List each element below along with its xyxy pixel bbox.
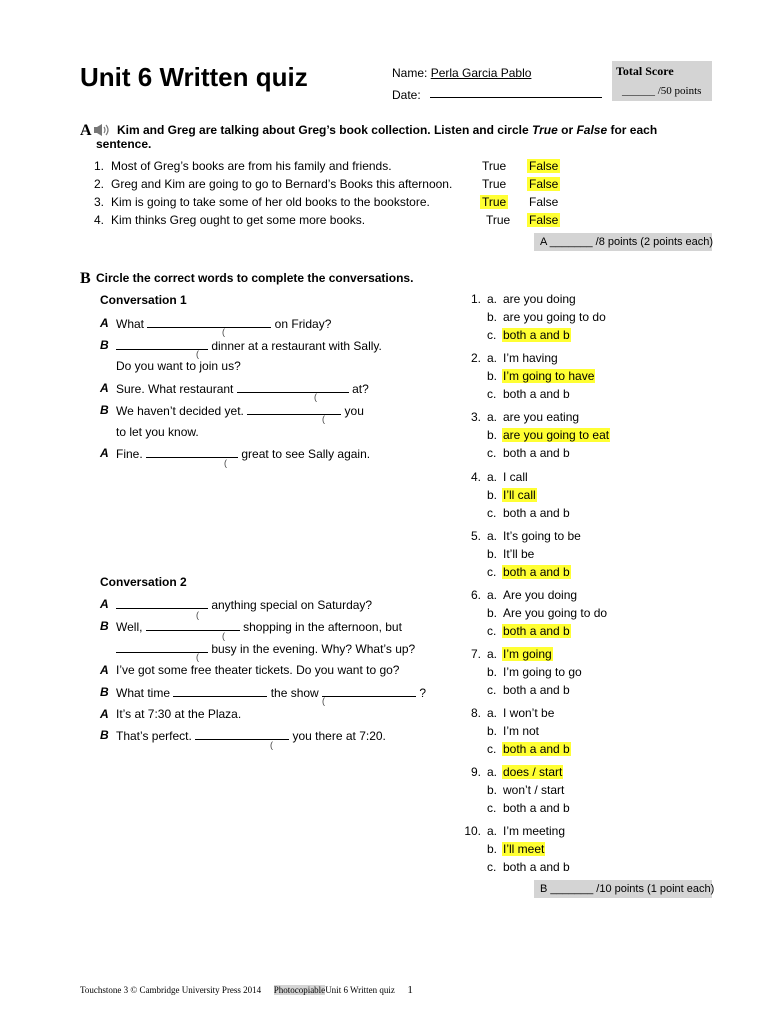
choice-letter: b. [487, 783, 498, 797]
dialogue-line [116, 707, 241, 721]
blank-number-mark: ( [224, 458, 227, 468]
choice-letter: c. [487, 565, 497, 579]
dialogue-text: Fine. [116, 447, 147, 461]
dialogue-text: That’s perfect. [116, 729, 196, 743]
choice-letter: a. [487, 351, 498, 365]
dialogue-line [116, 403, 364, 418]
choice-letter: b. [487, 488, 498, 502]
dialogue-line [116, 663, 399, 677]
choice-letter: a. [487, 765, 498, 779]
dialogue-line [116, 619, 402, 634]
choice-option[interactable]: both a and b [503, 506, 570, 520]
choice-option[interactable]: are you eating [503, 410, 580, 424]
true-option[interactable]: True [482, 195, 507, 209]
choice-number: 3. [470, 410, 481, 424]
blank-number-mark: ( [322, 414, 325, 424]
dialogue-text: you there at 7:20. [289, 729, 386, 743]
statement-text: Greg and Kim are going to go to Bernard’s Books this afternoon. [111, 177, 453, 191]
statement-number: 4. [94, 213, 105, 227]
blank-number-mark: ( [196, 652, 199, 662]
footer [80, 984, 413, 996]
conversation-2-title: Conversation 2 [100, 575, 187, 589]
dialogue-line [116, 597, 372, 612]
name-value[interactable]: Perla Garcia Pablo [430, 66, 532, 80]
statement-text: Kim is going to take some of her old books to the bookstore. [111, 195, 430, 209]
blank-number-mark: ( [322, 696, 325, 706]
dialogue-line [116, 359, 241, 373]
dialogue-text: Well, [116, 620, 146, 634]
choice-option[interactable]: I’ll meet [503, 842, 545, 856]
footer-quiz-name: Unit 6 Written quiz [325, 985, 395, 995]
choice-letter: b. [487, 606, 498, 620]
statement-text: Kim thinks Greg ought to get some more books. [111, 213, 366, 227]
choice-option[interactable]: both a and b [503, 565, 570, 579]
speaker-label: A [100, 597, 109, 611]
speaker-label: A [100, 381, 109, 395]
dialogue-text: at? [348, 382, 369, 396]
section-a-letter: A [80, 122, 92, 139]
page-title: Unit 6 Written quiz [80, 62, 308, 92]
blank-number-mark: ( [314, 392, 317, 402]
answer-blank[interactable] [247, 403, 341, 415]
choice-option[interactable]: Are you doing [503, 588, 578, 602]
footer-photocopiable: Photocopiable [273, 985, 326, 995]
section-a-points[interactable]: A _______ /8 points (2 points each) [534, 233, 712, 251]
choice-number: 5. [470, 529, 481, 543]
false-option[interactable]: False [529, 159, 559, 173]
choice-letter: b. [487, 842, 498, 856]
choice-option[interactable]: I call [503, 470, 528, 484]
blank-number-mark: ( [222, 327, 225, 337]
choice-option[interactable]: I won’t be [503, 706, 555, 720]
dialogue-text: dinner at a restaurant with Sally. [208, 339, 382, 353]
choice-option[interactable]: both a and b [503, 624, 570, 638]
dialogue-text: What [116, 317, 148, 331]
choice-letter: c. [487, 860, 497, 874]
section-a-instruction-cont: sentence. [96, 137, 152, 151]
choice-option[interactable]: I’m going to go [503, 665, 582, 679]
speaker-label: B [100, 685, 109, 699]
dialogue-line [116, 728, 386, 743]
speaker-label: A [100, 663, 109, 677]
true-option[interactable]: True [482, 159, 507, 173]
dialogue-text: busy in the evening. Why? What’s up? [208, 642, 416, 656]
choice-number: 2. [470, 351, 481, 365]
choice-option[interactable]: both a and b [503, 446, 570, 460]
date-label: Date: [392, 88, 421, 102]
answer-blank[interactable] [116, 338, 208, 350]
section-b-letter: B [80, 270, 91, 287]
dialogue-text: great to see Sally again. [238, 447, 371, 461]
dialogue-text: the show [267, 686, 323, 700]
choice-option[interactable]: both a and b [503, 801, 570, 815]
choice-option[interactable]: both a and b [503, 328, 570, 342]
section-b-instruction: Circle the correct words to complete the conversations. [96, 271, 414, 285]
choice-letter: a. [487, 824, 498, 838]
blank-number-mark: ( [196, 610, 199, 620]
choice-letter: c. [487, 624, 497, 638]
dialogue-text: on Friday? [271, 317, 332, 331]
choice-number: 6. [470, 588, 481, 602]
choice-letter: a. [487, 470, 498, 484]
choice-letter: a. [487, 647, 498, 661]
dialogue-line [116, 338, 382, 353]
choice-letter: a. [487, 292, 498, 306]
false-option[interactable]: False [529, 195, 559, 209]
choice-option[interactable]: I’m meeting [503, 824, 566, 838]
choice-letter: b. [487, 310, 498, 324]
statement-number: 2. [94, 177, 105, 191]
speaker-label: B [100, 338, 109, 352]
choice-option[interactable]: are you going to do [503, 310, 606, 324]
choice-number: 7. [470, 647, 481, 661]
choice-option[interactable]: both a and b [503, 387, 570, 401]
choice-option[interactable]: both a and b [503, 683, 570, 697]
choice-letter: a. [487, 529, 498, 543]
dialogue-text: What time [116, 686, 174, 700]
answer-blank[interactable] [146, 446, 238, 458]
dialogue-text: anything special on Saturday? [208, 598, 373, 612]
dialogue-text: ? [416, 686, 427, 700]
answer-blank[interactable] [116, 597, 208, 609]
choice-number: 4. [470, 470, 481, 484]
dialogue-line [116, 446, 370, 461]
statement-number: 3. [94, 195, 105, 209]
conversation-1-title: Conversation 1 [100, 293, 187, 307]
choice-option[interactable]: does / start [503, 765, 563, 779]
statement-number: 1. [94, 159, 105, 173]
blank-number-mark: ( [270, 740, 273, 750]
speaker-label: B [100, 728, 109, 742]
dialogue-text: to let you know. [116, 425, 199, 439]
footer-copyright: Touchstone 3 © Cambridge University Press 2014 [80, 985, 262, 995]
answer-blank[interactable] [173, 685, 267, 697]
false-option[interactable]: False [529, 213, 559, 227]
dialogue-line [116, 685, 426, 700]
speaker-label: A [100, 446, 109, 460]
choice-letter: c. [487, 328, 497, 342]
choice-option[interactable]: I’m going to have [503, 369, 595, 383]
speaker-label: A [100, 316, 109, 330]
choice-option[interactable]: I’m having [503, 351, 558, 365]
blank-number-mark: ( [196, 349, 199, 359]
choice-option[interactable]: both a and b [503, 742, 570, 756]
choice-number: 1. [470, 292, 481, 306]
choice-number: 8. [470, 706, 481, 720]
choice-option[interactable]: both a and b [503, 860, 570, 874]
true-option[interactable]: True [486, 213, 511, 227]
answer-blank[interactable] [116, 641, 208, 653]
answer-blank[interactable] [195, 728, 289, 740]
choice-option[interactable]: Are you going to do [503, 606, 608, 620]
speaker-label: B [100, 403, 109, 417]
choice-letter: a. [487, 410, 498, 424]
answer-blank[interactable] [146, 619, 240, 631]
choice-option[interactable]: I’m going [503, 647, 552, 661]
footer-page-number: 1 [407, 984, 413, 996]
choice-letter: c. [487, 506, 497, 520]
section-a-instruction: Kim and Greg are talking about Greg’s book collection. Listen and circle True or False for each [117, 123, 658, 137]
choice-letter: b. [487, 665, 498, 679]
statement-text: Most of Greg’s books are from his family and friends. [111, 159, 392, 173]
dialogue-line [116, 425, 199, 439]
choice-letter: c. [487, 801, 497, 815]
choice-letter: a. [487, 588, 498, 602]
choice-option[interactable]: It’ll be [503, 547, 535, 561]
dialogue-line [116, 641, 415, 656]
choice-letter: b. [487, 428, 498, 442]
speaker-label: B [100, 619, 109, 633]
dialogue-text: Sure. What restaurant [116, 382, 237, 396]
choice-letter: c. [487, 683, 497, 697]
choice-letter: a. [487, 706, 498, 720]
total-score-title: Total Score [616, 64, 674, 78]
choice-letter: b. [487, 547, 498, 561]
answer-blank[interactable] [147, 316, 271, 328]
dialogue-text: Do you want to join us? [116, 359, 241, 373]
dialogue-text: you [341, 404, 364, 418]
choice-option[interactable]: It’s going to be [503, 529, 581, 543]
dialogue-text: It’s at 7:30 at the Plaza. [116, 707, 242, 721]
answer-blank[interactable] [237, 381, 349, 393]
name-label: Name: [392, 66, 428, 80]
date-field[interactable] [430, 97, 602, 98]
section-b-points[interactable]: B _______ /10 points (1 point each) [534, 880, 712, 898]
choice-letter: c. [487, 446, 497, 460]
dialogue-text: I’ve got some free theater tickets. Do you want to go? [116, 663, 400, 677]
dialogue-text: We haven’t decided yet. [116, 404, 248, 418]
total-score-field[interactable]: ______ /50 points [622, 85, 702, 97]
choice-option[interactable]: I’ll call [503, 488, 536, 502]
dialogue-text: shopping in the afternoon, but [239, 620, 402, 634]
choice-letter: b. [487, 369, 498, 383]
answer-blank[interactable] [322, 685, 416, 697]
choice-option[interactable]: are you going to eat [503, 428, 610, 442]
dialogue-line [116, 381, 369, 396]
choice-number: 9. [470, 765, 481, 779]
choice-option[interactable]: won’t / start [503, 783, 565, 797]
name-row [392, 66, 531, 80]
choice-number: 10. [464, 824, 481, 838]
true-option[interactable]: True [482, 177, 507, 191]
choice-option[interactable]: are you doing [503, 292, 576, 306]
choice-letter: b. [487, 724, 498, 738]
choice-letter: c. [487, 387, 497, 401]
choice-option[interactable]: I’m not [503, 724, 540, 738]
false-option[interactable]: False [529, 177, 559, 191]
speaker-label: A [100, 707, 109, 721]
choice-letter: c. [487, 742, 497, 756]
blank-number-mark: ( [222, 631, 225, 641]
